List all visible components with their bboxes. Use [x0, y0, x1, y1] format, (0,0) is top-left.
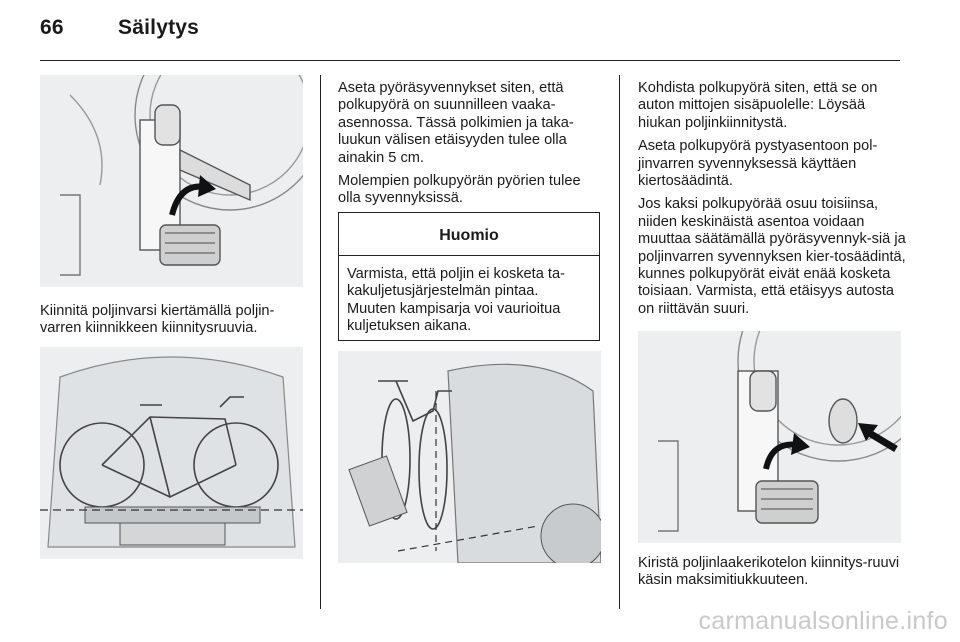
- caption-tighten-screw: Kiristä poljinlaakerikotelon kiinnitys-ruuvi käsin maksimitiukkuuteen.: [638, 555, 900, 589]
- column-1-text: [40, 303, 305, 344]
- column-divider-2: [619, 75, 620, 609]
- bike-side-drawing: [338, 351, 601, 563]
- column-2-text: [338, 80, 606, 214]
- page-header: [40, 16, 199, 40]
- paragraph-align-bike: Kohdista polkupyörä siten, että se on auton mittojen sisäpuolelle: Löysää hiukan poljinkiinnitystä.: [638, 80, 878, 131]
- column-3-caption: [638, 555, 906, 596]
- paragraph-wheel-recesses: Aseta pyöräsyvennykset siten, että polkupyörä on suunnilleen vaaka-asennossa. Tässä polkimien ja taka-luukun välisen etäisyyden tulee olla ainakin 5 cm.: [338, 80, 574, 166]
- notice-box: [338, 212, 600, 341]
- bike-side-view-illustration: [338, 351, 601, 563]
- paragraph-two-bikes: Jos kaksi polkupyörää osuu toisiinsa, niiden keskinäistä asentoa voidaan muuttaa säätämällä pyöräsyvennyk-siä ja poljinvarren syvennyksen kier-tosäädintä, kunnes polkupyörät eivät enää kosketa toisiaan. Varmista, että etäisyys autosta on riittävän suuri.: [638, 196, 906, 317]
- caption-pedal-arm: Kiinnitä poljinvarsi kiertämällä poljin-varren kiinnikkeen kiinnitysruuvia.: [40, 303, 275, 337]
- column-3-text: [638, 80, 906, 324]
- notice-text: Varmista, että poljin ei kosketa ta-kakuljetusjärjestelmän pintaa. Muuten kampisarja voi vaurioitua kuljetuksen aikana.: [347, 266, 565, 335]
- header-rule: [40, 60, 900, 61]
- notice-title: Huomio: [339, 213, 599, 256]
- bike-rear-drawing: [40, 347, 303, 559]
- page-number: 66: [40, 16, 64, 39]
- pedal-arm-illustration: [40, 75, 303, 287]
- watermark: carmanualsonline.info: [698, 607, 948, 635]
- section-title: Säilytys: [118, 16, 200, 39]
- bike-rear-view-illustration: [40, 347, 303, 559]
- pedal-clamp-illustration: [638, 331, 901, 543]
- paragraph-both-wheels: Molempien polkupyörän pyörien tulee olla syvennyksissä.: [338, 173, 581, 207]
- column-divider-1: [320, 75, 321, 609]
- pedal-arm-drawing: [40, 75, 303, 287]
- paragraph-upright: Aseta polkupyörä pystyasentoon pol-jinvarren syvennyksessä käyttäen kiertosäädintä.: [638, 138, 878, 190]
- pedal-clamp-drawing: [638, 331, 901, 543]
